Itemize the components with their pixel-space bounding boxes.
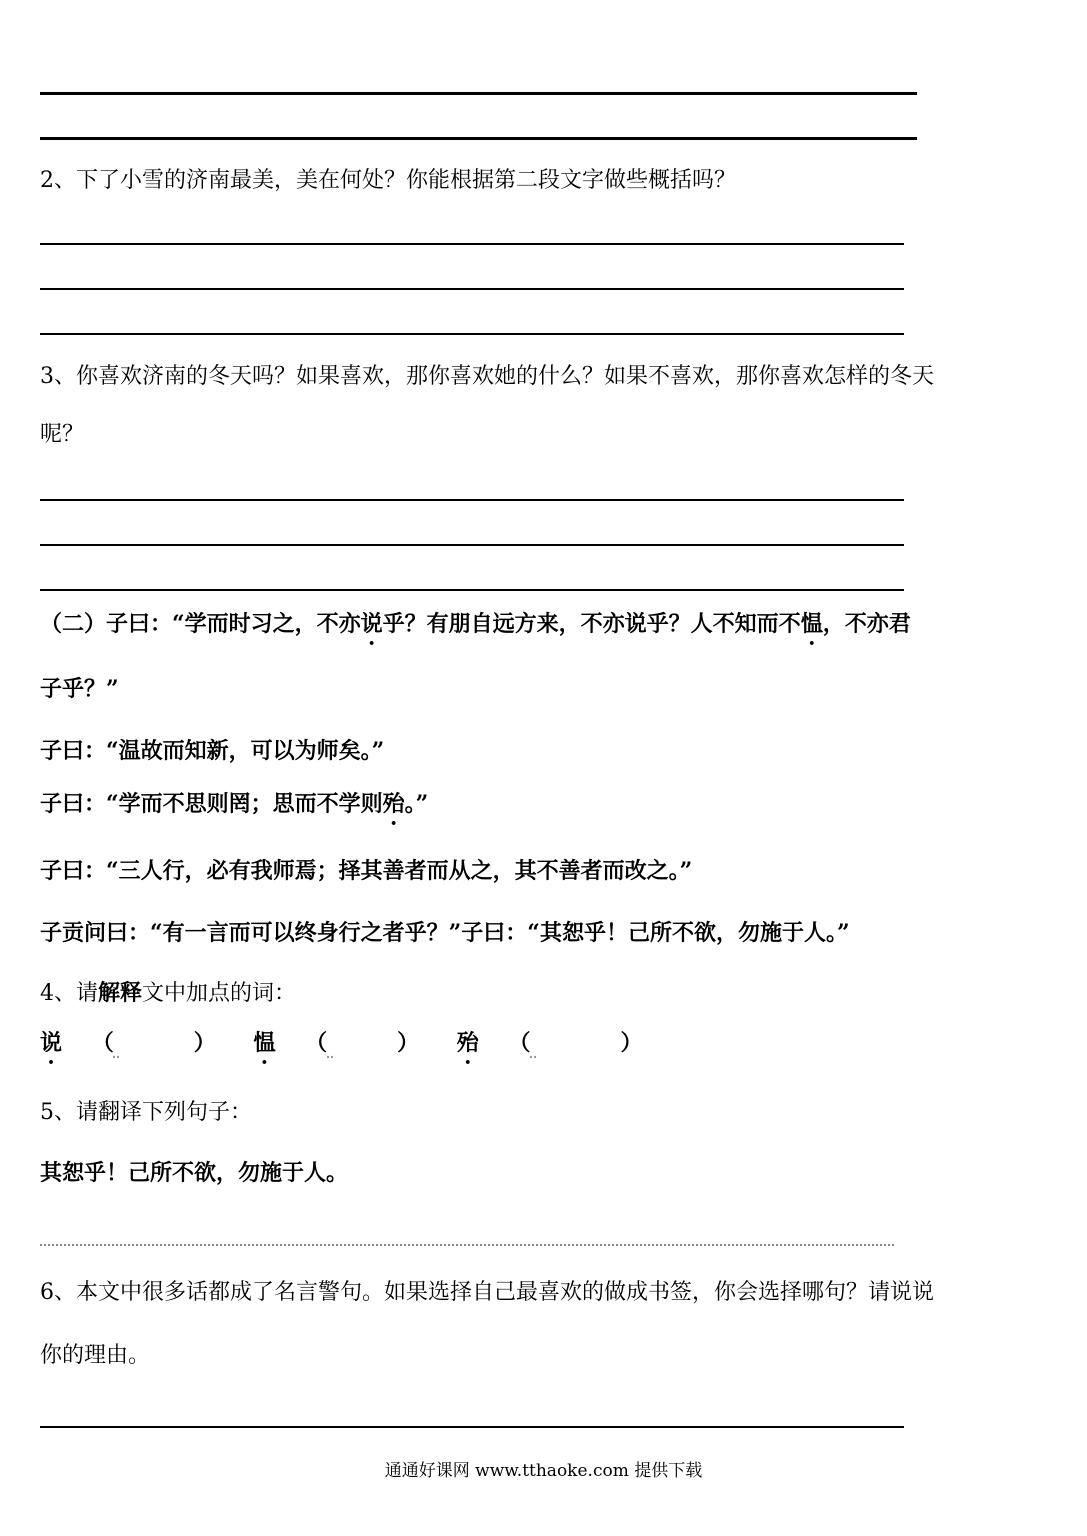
answer-line [40, 1426, 904, 1428]
passage-line-1 [40, 611, 911, 650]
passage-line-5: 子曰：“三人行，必有我师焉；择其善者而从之，其不善者而改之。” [40, 858, 693, 884]
answer-line [40, 137, 917, 140]
paren-open: （ [305, 1030, 328, 1056]
question-5-sentence: 其恕乎！己所不欲，勿施于人。 [40, 1160, 349, 1186]
question-3-prompt-line2: 呢？ [40, 422, 85, 447]
question-text: 文中加点的词： [142, 981, 297, 1006]
passage-line-2: 子乎？” [40, 676, 119, 702]
question-text-bold: 解释 [98, 980, 143, 1006]
dotted-word-yue: 说 [360, 611, 383, 637]
question-6-prompt-line2: 你的理由。 [40, 1343, 151, 1368]
answer-line [40, 288, 904, 290]
passage-text: （二）子曰：“学而时习之，不亦 [40, 611, 361, 637]
passage-text: 子曰：“学而不思则罔；思而不学则 [40, 791, 383, 817]
paren-close: ） [397, 1030, 420, 1056]
question-4-blanks [40, 1030, 643, 1069]
answer-blank-1[interactable] [114, 1030, 194, 1056]
passage-text: ，不亦君 [822, 611, 911, 637]
answer-blank-2[interactable] [327, 1030, 397, 1056]
answer-line [40, 92, 917, 95]
answer-line [40, 499, 904, 501]
answer-line [40, 544, 904, 546]
word-dai: 殆 [456, 1030, 479, 1056]
question-text: 4、请 [40, 981, 98, 1006]
question-3-prompt-line1: 3、你喜欢济南的冬天吗？如果喜欢，那你喜欢她的什么？如果不喜欢，那你喜欢怎样的冬天 [40, 364, 935, 389]
question-6-prompt-line1: 6、本文中很多话都成了名言警句。如果选择自己最喜欢的做成书签，你会选择哪句？请说说 [40, 1280, 935, 1305]
paren-close: ） [193, 1030, 216, 1056]
answer-blank-3[interactable] [530, 1030, 620, 1056]
question-4-prompt [40, 980, 296, 1007]
answer-line [40, 589, 904, 591]
footer-source: 通通好课网 www.tthaoke.com 提供下载 [384, 1461, 703, 1481]
question-5-prompt: 5、请翻译下列句子： [40, 1100, 252, 1125]
dotted-word-dai: 殆 [382, 791, 405, 817]
passage-line-6: 子贡问曰：“有一言而可以终身行之者乎？”子曰：“其恕乎！己所不欲，勿施于人。” [40, 920, 850, 946]
paren-open: （ [508, 1030, 531, 1056]
paren-open: （ [91, 1030, 114, 1056]
word-yue: 说 [40, 1030, 63, 1056]
answer-line [40, 1244, 894, 1246]
passage-text: 乎？有朋自远方来，不亦说乎？人不知而不 [382, 611, 801, 637]
passage-line-4 [40, 791, 428, 830]
passage-line-3: 子曰：“温故而知新，可以为师矣。” [40, 738, 385, 764]
answer-line [40, 333, 904, 335]
answer-line [40, 243, 904, 245]
word-yun: 愠 [253, 1030, 276, 1056]
passage-text: 。” [404, 791, 429, 817]
question-2-prompt: 2、下了小雪的济南最美，美在何处？你能根据第二段文字做些概括吗？ [40, 168, 736, 193]
paren-close: ） [620, 1030, 643, 1056]
dotted-word-yun: 愠 [800, 611, 823, 637]
